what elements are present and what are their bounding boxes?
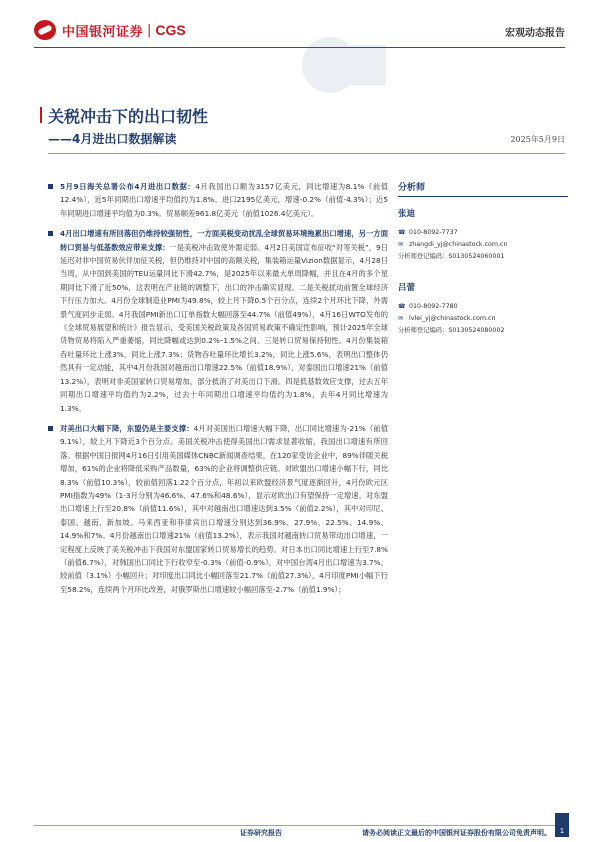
- report-type: 宏观动态报告: [505, 28, 565, 39]
- email-icon: ✉: [398, 241, 404, 248]
- paragraph-body: 4月对美国出口增速大幅下降，出口同比增速为-21%（前值9.1%），较上月下降近3个百分点。美国关税冲击使得美国出口需求显著收缩，我国出口增速有所回落。根据中国日报网4月16日引用美国媒体CNBC新闻调查结果，在120家受访企业中，89%伴随关税增加，61%的企业将降低采购产品数量，63%的企业将调整供应链。对欧盟出口增速小幅下行，同比8.3%（前值10.3%），较前值回落1.22个百分点，年初以来欧盟经济景气度逐渐回升，4月份欧元区PMI指数为49%（1-3月分别为46.6%、47.6%和48.6%），显示对欧出口有望保持一定增速。对东盟出口增速上行至20.8%（前值11.6%），其中对越南出口增速达到3.5%（前值2.2%），其中对印尼、泰国、越南、新加坡、马来西亚和菲律宾出口增速分别达到36.9%、27.9%、22.5%、14.9%、14.9%和7%。4月份越南出口增速21%（前值13.2%），表示我国对越南转口贸易带动出口增速，一定程度上反映了美关税冲击下我国对东盟国家转口贸易增长的趋势。对日本出口同比增速上行至7.8%（前值6.7%），对韩国出口同比下行收窄至-0.3%（前值-0.9%），对中国台湾4月出口增速为3.7%，较前值（3.1%）小幅回升；对印度出口同比小幅回落至21.7%（前值27.3%），4月印度PMI小幅下行至58.2%，连续两个月环比改善，对俄罗斯出口增速较小幅回落至-2.7%（前值1.9%）；: [60, 423, 389, 594]
- footer-label: 证券研究报告: [240, 829, 282, 837]
- analyst-phone-row: [398, 227, 568, 239]
- watermark-logo-icon: [300, 30, 390, 100]
- logo-separator: |: [147, 22, 152, 38]
- logo-text: 中国银河证券: [62, 24, 144, 40]
- analyst-name: 吕蕾: [398, 283, 416, 293]
- analyst-phone: 010-8092-7780: [409, 303, 458, 310]
- paragraph-summary: [48, 180, 388, 220]
- paragraph-lead: 对美出口大幅下降，东盟仍是主要支撑：: [60, 423, 194, 433]
- analyst-cert-row: [398, 251, 568, 263]
- paragraph-lead: 5月9日海关总署公布4月进出口数据：: [60, 182, 196, 191]
- header-divider: [34, 47, 565, 48]
- analyst-cert-row: [398, 325, 568, 337]
- analyst-cert: S0130524080002: [448, 327, 505, 334]
- title-accent-bar: [40, 107, 42, 123]
- report-date: 2025年5月9日: [510, 135, 565, 144]
- phone-icon: ☎: [398, 303, 406, 310]
- analyst-email[interactable]: lvlei_yj@chinastock.com.cn: [409, 315, 496, 322]
- paragraph-body: 4月我国出口额为3157亿美元，同比增速为8.1%（前值12.4%），近5年同期出口增速平均值约为1.8%。进口2195亿美元，增速-0.2%（前值-4.3%）；近5年同期进口增速平均值为0.3%。贸易顺差961.8亿美元（前值1026.4亿美元）。: [60, 182, 388, 218]
- analyst-cert: S0130524060001: [448, 253, 505, 260]
- paragraph-lead: 4月出口增速有所回落但仍维持较强韧性，一方面美税变动扰乱全球贸易环境拖累出口增速，另一方面转口贸易与低基数效应带来支撑：: [60, 229, 388, 252]
- page-header: [0, 0, 595, 60]
- report-title: 关税冲击下的出口韧性: [48, 107, 209, 126]
- phone-icon: ☎: [398, 229, 406, 236]
- analyst-phone-row: [398, 301, 568, 313]
- title-divider: [48, 153, 565, 154]
- footer-disclaimer: 请务必阅读正文最后的中国银河证券股份有限公司免责声明。: [362, 829, 551, 837]
- paragraph-body: 一是美税冲击致使外需走弱。4月2日美国宣布征收“对等关税”，9日延迟对非中国贸易伙伴加征关税，但仍维持对中国的高额关税，集装箱运量Vizion数据显示，4月28日当周，从中国到美国的TEU运量同比下滑42.7%，是2025年以来最大单周降幅，并且在4月的多个星期同比下滑了近50%，这表明在产业链的调整下，出口的冲击确实显现。二是关税扰动前置全球经济下行压力加大。4月份全球制造业PMI为49.8%，较上月下降0.5个百分点，连续2个月环比下降，外需景气度同步走弱。4月我国PMI新出口订单指数大幅回落至44.7%（前值49%），4月16日WTO发布的《全球贸易展望和统计》报告显示，受美国关税政策及各国贸易政策不确定性影响，预计2025年全球货物贸易将陷入严重萎缩，同比降幅或达到0.2%–1.5%之间。三是转口贸易保持韧性。4月份集装箱吞吐量环比上涨3%，同比上涨7.3%；货物吞吐量环比增长3.2%，同比上涨5.6%，表明出口整体仍然具有一定动能，其中4月份我国对越南出口增速22.5%（前值18.9%），对泰国出口增速21%（前值13.2%），表明对非美国家转口贸易增加，部分抵消了对美出口下滑。四是低基数效应支撑，过去五年同期出口增速平均值约为2.2%，过去十年同期出口增速平均值约为1.8%，去年4月同比增速为1.3%。: [60, 242, 388, 413]
- analyst-card: [398, 281, 568, 337]
- logo-cgs: CGS: [155, 22, 186, 38]
- analyst-email-row: [398, 313, 568, 325]
- logo-mark-icon: [34, 20, 56, 40]
- analyst-cert-label: 分析师登记编码：: [398, 327, 449, 334]
- analyst-phone: 010-8092-7737: [409, 229, 458, 236]
- square-bullet-icon: [48, 184, 53, 189]
- analyst-cert-label: 分析师登记编码：: [398, 253, 449, 260]
- analyst-email[interactable]: zhangdi_yj@chinastock.com.cn: [409, 241, 508, 248]
- paragraph-export-resilience: [48, 227, 388, 415]
- analyst-card: [398, 207, 568, 263]
- report-subtitle: ——4月进出口数据解读: [48, 132, 177, 146]
- footer-divider: [34, 825, 565, 826]
- paragraph-export-by-region: [48, 422, 388, 596]
- sidebar-header: 分析师: [398, 180, 568, 197]
- square-bullet-icon: [48, 426, 53, 431]
- analyst-sidebar: [398, 180, 568, 355]
- analyst-email-row: [398, 239, 568, 251]
- main-content: [48, 180, 388, 603]
- company-logo: [34, 20, 186, 40]
- email-icon: ✉: [398, 315, 404, 322]
- square-bullet-icon: [48, 231, 53, 236]
- page-number: 1: [555, 813, 569, 837]
- analyst-name: 张迪: [398, 209, 416, 219]
